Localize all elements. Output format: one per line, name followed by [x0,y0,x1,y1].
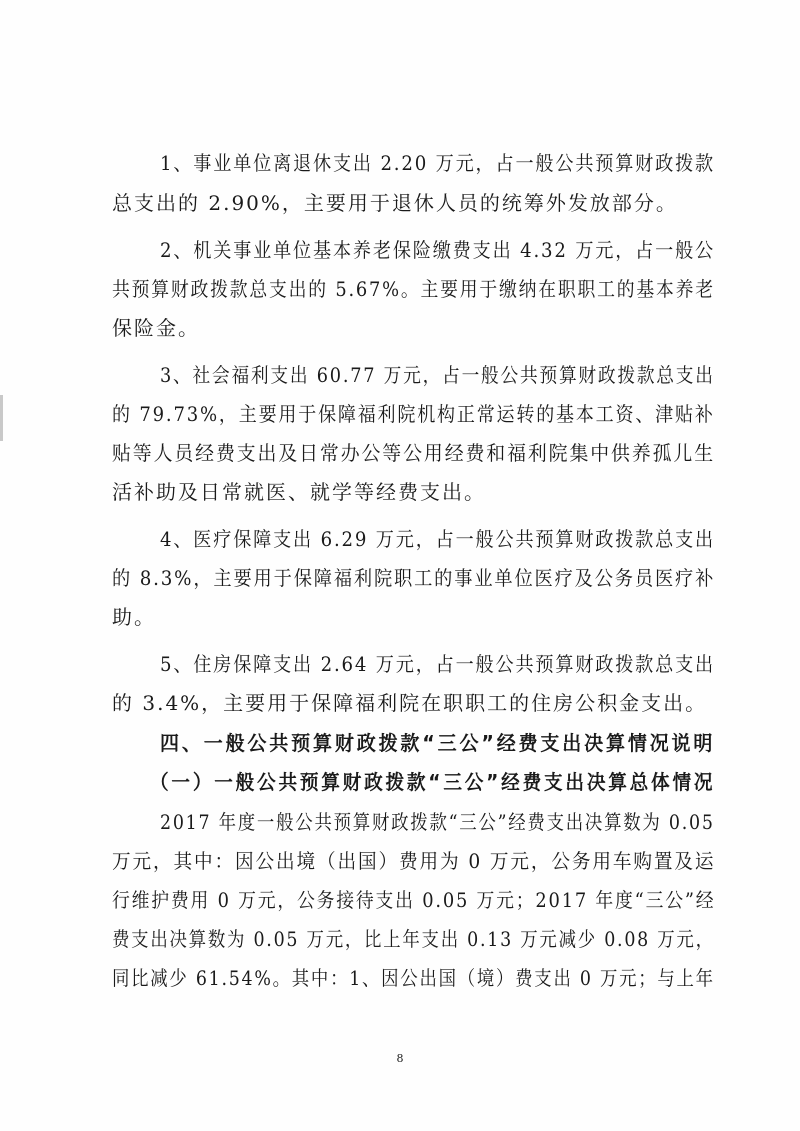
page-number: 8 [396,1052,404,1065]
subsection-heading: （一）一般公共预算财政拨款“三公”经费支出决算总体情况 [150,770,716,794]
text-line: 5、住房保障支出 2.64 万元，占一般公共预算财政拨款总支出 [160,652,715,676]
text-line: 2017 年度一般公共预算财政拨款“三公”经费支出决算数为 0.05 [160,810,715,834]
text-line: 1、事业单位离退休支出 2.20 万元，占一般公共预算财政拨款 [160,151,715,175]
text-line: 2、机关事业单位基本养老保险缴费支出 4.32 万元，占一般公 [160,238,715,262]
text-line: 的 79.73%，主要用于保障福利院机构正常运转的基本工资、津贴补 [112,402,715,426]
section-heading: 四、一般公共预算财政拨款“三公”经费支出决算情况说明 [160,731,716,755]
text-line: 的 3.4%，主要用于保障福利院在职职工的住房公积金支出。 [112,691,708,715]
text-line: 的 8.3%，主要用于保障福利院职工的事业单位医疗及公务员医疗补 [112,566,716,590]
text-line: 3、社会福利支出 60.77 万元，占一般公共预算财政拨款总支出 [160,363,715,387]
text-line: 活补助及日常就医、就学等经费支出。 [112,480,486,504]
text-line: 总支出的 2.90%，主要用于退休人员的统筹外发放部分。 [112,191,678,215]
text-line: 保险金。 [112,316,200,340]
text-line: 同比减少 61.54%。其中：1、因公出国（境）费支出 0 万元；与上年 [112,966,715,990]
text-line: 贴等人员经费支出及日常办公等公用经费和福利院集中供养孤儿生 [112,441,715,465]
text-line: 万元，其中：因公出境（出国）费用为 0 万元，公务用车购置及运 [112,849,716,873]
scan-edge-mark [0,395,3,441]
text-line: 行维护费用 0 万元，公务接待支出 0.05 万元；2017 年度“三公”经 [112,888,716,912]
text-line: 4、医疗保障支出 6.29 万元，占一般公共预算财政拨款总支出 [160,527,715,551]
text-line: 共预算财政拨款总支出的 5.67%。主要用于缴纳在职职工的基本养老 [112,277,715,301]
text-line: 费支出决算数为 0.05 万元，比上年支出 0.13 万元减少 0.08 万元， [112,927,715,951]
text-line: 助。 [112,605,156,629]
